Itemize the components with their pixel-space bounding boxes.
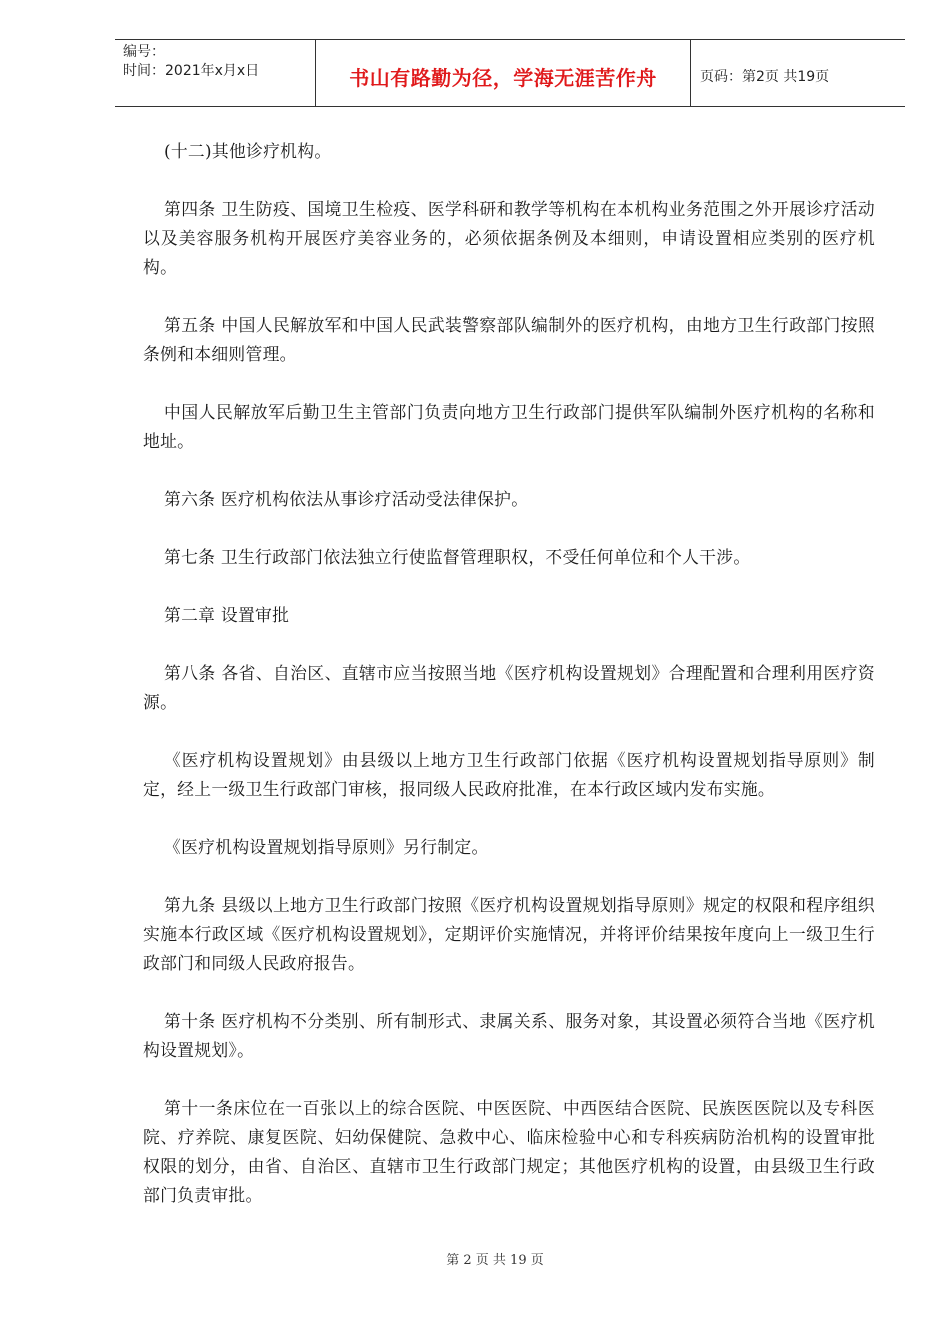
paragraph: 第四条 卫生防疫、国境卫生检疫、医学科研和教学等机构在本机构业务范围之外开展诊疗活动以及美容服务机构开展医疗美容业务的，必须依据条例及本细则，申请设置相应类别的医疗机构。 xyxy=(143,199,875,277)
paragraph: 中国人民解放军后勤卫生主管部门负责向地方卫生行政部门提供军队编制外医疗机构的名称和地址。 xyxy=(143,402,875,451)
header-page-info: 页码：第2页 共19页 xyxy=(700,69,830,85)
time-label: 时间：2021年x月x日 xyxy=(123,63,260,79)
paragraph: 第八条 各省、自治区、直辖市应当按照当地《医疗机构设置规划》合理配置和合理利用医疗资源。 xyxy=(143,663,875,712)
paragraph: 第六条 医疗机构依法从事诊疗活动受法律保护。 xyxy=(164,489,529,509)
document-body xyxy=(143,137,875,1239)
header-meta xyxy=(123,43,259,81)
paragraph: 第十一条床位在一百张以上的综合医院、中医医院、中西医结合医院、民族医医院以及专科医院、疗养院、康复医院、妇幼保健院、急救中心、临床检验中心和专科疾病防治机构的设置审批权限的划分，由省、自治区、直辖市卫生行政部门规定；其他医疗机构的设置，由县级卫生行政部门负责审批。 xyxy=(143,1098,875,1205)
page-header xyxy=(115,39,905,107)
paragraph: 第五条 中国人民解放军和中国人民武装警察部队编制外的医疗机构，由地方卫生行政部门按照条例和本细则管理。 xyxy=(143,315,875,364)
serial-label: 编号： xyxy=(123,44,165,60)
paragraph: 第七条 卫生行政部门依法独立行使监督管理职权，不受任何单位和个人干涉。 xyxy=(164,547,751,567)
header-motto: 书山有路勤为径，学海无涯苦作舟 xyxy=(349,66,657,90)
paragraph: 第九条 县级以上地方卫生行政部门按照《医疗机构设置规划指导原则》规定的权限和程序组织实施本行政区域《医疗机构设置规划》，定期评价实施情况，并将评价结果按年度向上一级卫生行政部门和同级人民政府报告。 xyxy=(143,895,875,973)
header-divider xyxy=(690,40,691,106)
chapter-heading: 第二章 设置审批 xyxy=(164,605,290,625)
paragraph: 《医疗机构设置规划指导原则》另行制定。 xyxy=(164,837,489,857)
page-footer: 第 2 页 共 19 页 xyxy=(446,1253,544,1268)
paragraph: (十二)其他诊疗机构。 xyxy=(164,141,332,161)
paragraph: 第十条 医疗机构不分类别、所有制形式、隶属关系、服务对象，其设置必须符合当地《医疗机构设置规划》。 xyxy=(143,1011,875,1060)
paragraph: 《医疗机构设置规划》由县级以上地方卫生行政部门依据《医疗机构设置规划指导原则》制定，经上一级卫生行政部门审核，报同级人民政府批准，在本行政区域内发布实施。 xyxy=(143,750,875,799)
